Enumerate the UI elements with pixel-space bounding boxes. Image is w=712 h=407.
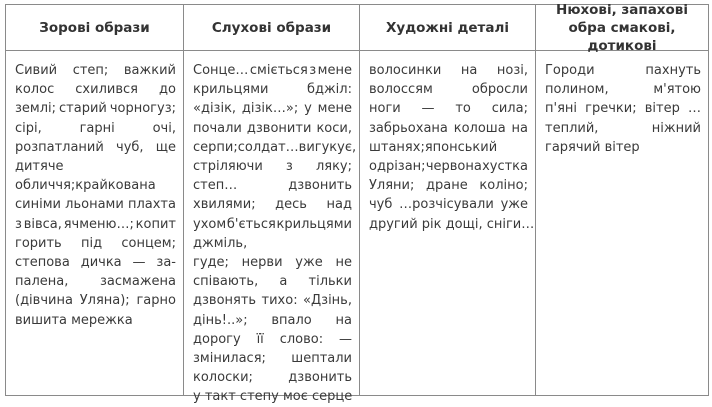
cell-text-line: Сивий степ; важкий: [15, 63, 176, 78]
cell-text-line: колос схилився до: [15, 82, 176, 98]
cell-text-line: степова дичка — за-: [15, 255, 176, 271]
cell-text-line: одрізан; червона хустка: [369, 159, 528, 175]
cell-text-line: дзвонять тихо: «Дзінь,: [193, 293, 352, 309]
cell-text-line: волосинки на нозі,: [369, 63, 528, 78]
cell-text-line: вишита мережка: [15, 312, 133, 328]
cell-text-line: почали дзвонити коси,: [193, 120, 352, 136]
cell-text-line: у такт степу моє серце: [193, 389, 353, 405]
cell-text-line: забрьохана колоша на: [369, 120, 528, 136]
cell-text-line: розпатланий чуб, ще: [15, 139, 176, 155]
cell-text-line: крильцями бджіл:: [193, 82, 352, 98]
cell-text-line: співають, а тільки: [193, 274, 352, 290]
cell-text-line: горить під сонцем;: [15, 235, 176, 251]
cell-text-line: обличчя;крайкована: [15, 178, 156, 194]
cell-text-line: стріляючи з ляку;: [193, 159, 352, 175]
table-header-row: [6, 1, 708, 54]
cell-text-line: п'яні гречки; вітер …: [545, 101, 701, 117]
cell-text-line: землі; старий чорногуз;: [15, 101, 176, 117]
cell-text-line: штанях;японський: [369, 139, 498, 155]
cell-text-line: палена, засмажена: [15, 274, 176, 290]
cell-text-line: ноги — то сила;: [369, 101, 528, 117]
cell-text-line: змінилася; шептали: [193, 351, 352, 367]
cell-text-line: Городи пахнуть: [545, 63, 701, 78]
header-artistic-details: Художні деталі: [360, 5, 536, 50]
cell-text-line: Уляни; дране коліно;: [369, 178, 528, 194]
literature-table: [5, 1, 709, 405]
cell-text-line: дінь!..»; впало на: [193, 312, 352, 328]
cell-text-line: хвилями; десь над: [193, 197, 352, 213]
cell-text-line: Сонце… сміється з мене: [193, 63, 352, 78]
cell-text-line: з вівса, ячменю…; копит: [15, 216, 176, 232]
cell-text-line: «дізік, дізік…»; у мене: [193, 101, 352, 117]
cell-text-line: (дівчина Уляна); гарно: [15, 293, 176, 309]
cell-smell-taste-touch-images: [536, 51, 708, 395]
cell-text-line: гарячий вітер: [545, 139, 640, 155]
cell-artistic-details: [360, 51, 536, 395]
cell-text-line: сірі, гарні очі,: [15, 120, 176, 136]
cell-text-line: колоски; дзвонить: [193, 370, 352, 386]
cell-text-line: гуде; нерви уже не: [193, 255, 352, 271]
cell-auditory-images: [184, 51, 360, 405]
cell-text-line: ухом б'ється крильцями: [193, 216, 352, 232]
cell-text-line: серпи; солдат… вигукує,: [193, 139, 357, 155]
cell-text-line: джміль,: [193, 235, 248, 251]
cell-text-line: синіми льонами плахта: [15, 197, 176, 213]
cell-text-line: чуб …розчісували уже: [369, 197, 528, 213]
cell-text-line: волоссям обросли: [369, 82, 528, 98]
header-visual-images: Зорові образи: [6, 5, 184, 50]
cell-text-line: степ… дзвонить: [193, 178, 352, 194]
cell-visual-images: [6, 51, 184, 395]
header-smell-taste-touch-images: Нюхові, запахові обра смакові, дотикові: [556, 1, 688, 54]
cell-text-line: дорогу її слово: —: [193, 331, 352, 347]
cell-text-line: теплий, ніжний: [545, 120, 701, 136]
cell-text-line: полином, м'ятою: [545, 82, 701, 98]
table-body-row: [6, 51, 708, 405]
cell-text-line: дитяче: [15, 159, 64, 175]
header-auditory-images: Слухові образи: [184, 5, 360, 50]
cell-text-line: другий рік дощі, сніги…: [369, 216, 535, 232]
